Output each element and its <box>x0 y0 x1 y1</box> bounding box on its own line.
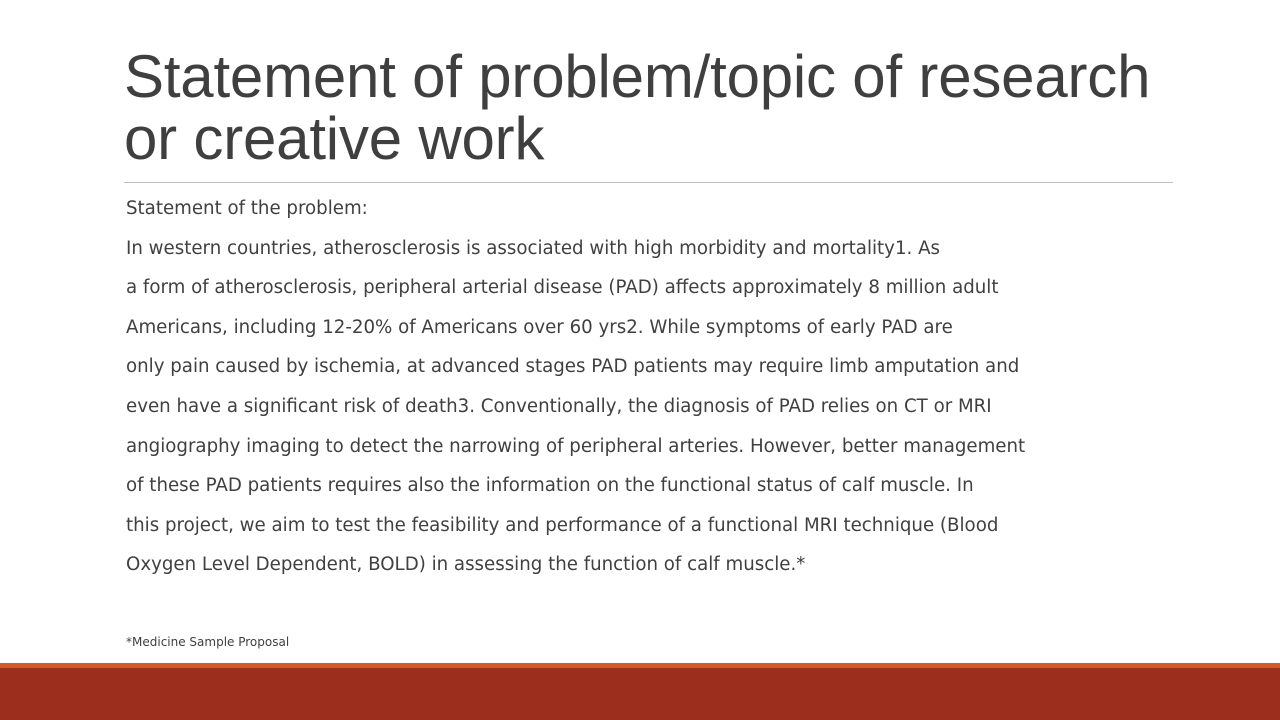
body-line: In western countries, atherosclerosis is associated with high morbidity and mortality1. As <box>126 237 940 259</box>
slide-title: Statement of problem/topic of research or creative work <box>124 43 1151 172</box>
footnote: *Medicine Sample Proposal <box>126 635 290 649</box>
body-line: Statement of the problem: <box>126 198 368 219</box>
title-divider <box>124 182 1173 183</box>
body-line: of these PAD patients requires also the information on the functional status of calf muscle. In <box>126 475 974 497</box>
body-line: a form of atherosclerosis, peripheral arterial disease (PAD) affects approximately 8 million adult <box>126 277 999 299</box>
body-line: Oxygen Level Dependent, BOLD) in assessing the function of calf muscle.* <box>126 554 806 576</box>
body-line: Americans, including 12-20% of Americans over 60 yrs2. While symptoms of early PAD are <box>126 316 953 338</box>
body-line: even have a significant risk of death3. Conventionally, the diagnosis of PAD relies on CT or MRI <box>126 395 992 417</box>
body-line: this project, we aim to test the feasibility and performance of a functional MRI technique (Blood <box>126 514 999 536</box>
slide-body <box>126 192 1186 588</box>
footer-band <box>0 668 1280 720</box>
body-line: angiography imaging to detect the narrowing of peripheral arteries. However, better management <box>126 435 1026 457</box>
body-line: only pain caused by ischemia, at advanced stages PAD patients may require limb amputation and <box>126 356 1020 378</box>
